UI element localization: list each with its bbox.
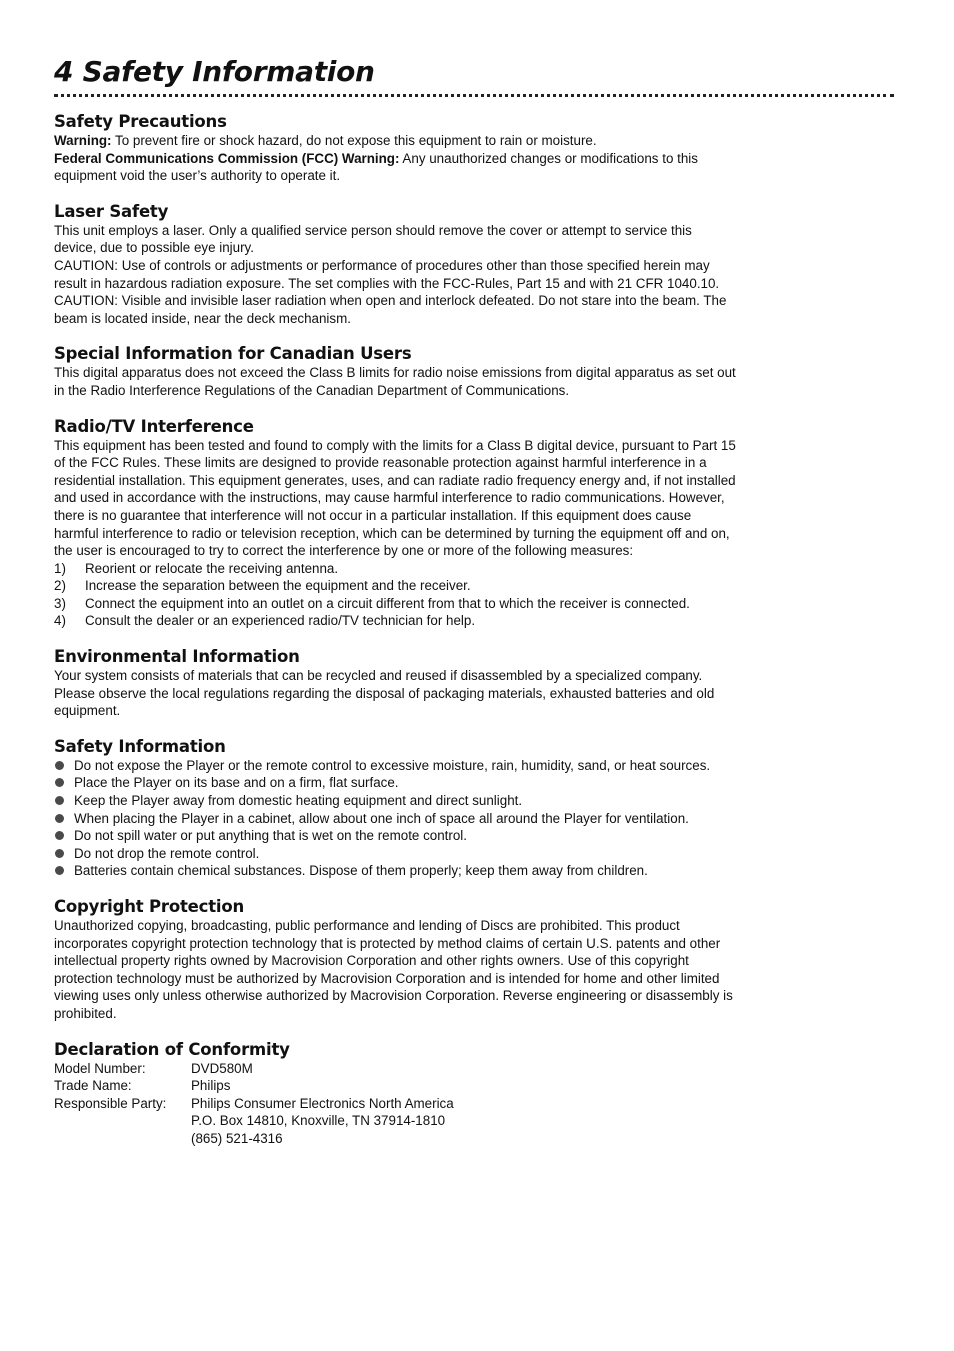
item-number: 3) bbox=[54, 595, 66, 611]
interference-paragraph: This equipment has been tested and found to comply with the limits for a Class B digital device, pursuant to Part 15 of the FCC Rules. These limits are designed to provide reasonable protection against harmful interference in a residential installation. This equipment generates, uses, and can radiate radio frequency energy and, if not installed and used in accordance with the instructions, may cause harmful interference to radio communications. However, there is no guarantee that interference will not occur in a particular installation. If this equipment does cause harmful interference to radio or television reception, which can be determined by turning the equipment off and on, the user is encouraged to try to correct the interference by one or more of the following measures: bbox=[54, 437, 736, 559]
dotted-divider bbox=[54, 94, 894, 97]
responsible-party-row bbox=[54, 1095, 736, 1148]
party-phone: (865) 521-4316 bbox=[191, 1130, 283, 1146]
responsible-party-label: Responsible Party: bbox=[54, 1095, 167, 1111]
laser-caution-1: CAUTION: Use of controls or adjustments or performance of procedures other than those specified herein may result in hazardous radiation exposure. The set complies with the FCC-Rules, Part 15 and with 21 CFR 1040.10. bbox=[54, 257, 720, 291]
section-heading: Radio/TV Interference bbox=[54, 416, 254, 436]
bullet-icon bbox=[55, 778, 64, 787]
item-text: When placing the Player in a cabinet, allow about one inch of space all around the Player for ventilation. bbox=[74, 810, 689, 826]
warning-label: Warning: bbox=[54, 133, 112, 148]
section-heading: Safety Precautions bbox=[54, 112, 227, 131]
model-number-row bbox=[54, 1060, 736, 1078]
party-name: Philips Consumer Electronics North America bbox=[191, 1095, 454, 1111]
canadian-paragraph: This digital apparatus does not exceed the Class B limits for radio noise emissions from digital apparatus as set out in the Radio Interference Regulations of the Canadian Department of Communications. bbox=[54, 365, 736, 398]
section-heading: Copyright Protection bbox=[54, 897, 245, 916]
section-heading: Laser Safety bbox=[54, 201, 169, 221]
item-number: 1) bbox=[54, 560, 66, 576]
fcc-warning-label: Federal Communications Commission (FCC) Warning: bbox=[54, 150, 400, 166]
section-heading: Special Information for Canadian Users bbox=[54, 344, 412, 364]
item-text: Batteries contain chemical substances. Dispose of them properly; keep them away from children. bbox=[74, 863, 648, 879]
trade-name-label: Trade Name: bbox=[54, 1078, 132, 1094]
item-text: Do not drop the remote control. bbox=[74, 845, 260, 861]
trade-name-value: Philips bbox=[191, 1078, 231, 1094]
list-item bbox=[54, 845, 736, 863]
bullet-icon bbox=[55, 761, 64, 770]
list-item bbox=[54, 792, 736, 810]
laser-caution-2: CAUTION: Visible and invisible laser radiation when open and interlock defeated. Do not stare into the beam. The beam is located inside, near the deck mechanism. bbox=[54, 293, 727, 326]
bullet-icon bbox=[55, 814, 64, 823]
model-number-label: Model Number: bbox=[54, 1060, 146, 1076]
document-body bbox=[54, 112, 736, 1165]
section-heading: Safety Information bbox=[54, 736, 226, 756]
list-item bbox=[54, 827, 736, 845]
item-text: Keep the Player away from domestic heating equipment and direct sunlight. bbox=[74, 793, 523, 809]
page-title: 4 Safety Information bbox=[54, 55, 375, 88]
laser-paragraph-1: This unit employs a laser. Only a qualified service person should remove the cover or attempt to service this device, due to possible eye injury. bbox=[54, 222, 692, 256]
section-declaration bbox=[54, 1040, 736, 1148]
section-heading: Environmental Information bbox=[54, 647, 300, 667]
item-number: 4) bbox=[54, 613, 66, 629]
item-number: 2) bbox=[54, 578, 66, 594]
list-item bbox=[54, 757, 736, 775]
section-safety-precautions bbox=[54, 112, 736, 185]
item-text: Place the Player on its base and on a firm, flat surface. bbox=[74, 775, 399, 791]
section-copyright bbox=[54, 897, 736, 1023]
section-safety-information bbox=[54, 737, 736, 880]
item-text: Consult the dealer or an experienced radio/TV technician for help. bbox=[85, 613, 476, 629]
list-item bbox=[54, 612, 736, 630]
interference-measures-list bbox=[54, 560, 736, 630]
safety-bullet-list bbox=[54, 757, 736, 880]
list-item bbox=[54, 577, 736, 595]
copyright-paragraph: Unauthorized copying, broadcasting, public performance and lending of Discs are prohibited. This product incorporates copyright protection technology that is protected by method claims of certain U.S. patents and other intellectual property rights owned by Macrovision Corporation and other rights owners. Use of this copyright protection technology must be authorized by Macrovision Corporation and is intended for home and other limited viewing uses only unless otherwise authorized by Macrovision Corporation. Reverse engineering or disassembly is prohibited. bbox=[54, 918, 733, 1021]
item-text: Reorient or relocate the receiving antenna. bbox=[85, 560, 339, 576]
fcc-warning-paragraph bbox=[54, 150, 736, 185]
list-item bbox=[54, 862, 736, 880]
item-text: Connect the equipment into an outlet on a circuit different from that to which the receiver is connected. bbox=[85, 595, 690, 611]
environmental-paragraph: Your system consists of materials that can be recycled and reused if disassembled by a specialized company. Please observe the local regulations regarding the disposal of packaging materials, exhausted batteries and old equipment. bbox=[54, 668, 715, 719]
fcc-warning-text: Any unauthorized changes or modifications to this equipment void the user’s authority to operate it. bbox=[54, 150, 698, 184]
warning-text: To prevent fire or shock hazard, do not expose this equipment to rain or moisture. bbox=[111, 133, 597, 148]
bullet-icon bbox=[55, 831, 64, 840]
list-item bbox=[54, 595, 736, 613]
list-item bbox=[54, 560, 736, 578]
bullet-icon bbox=[55, 796, 64, 805]
party-address: P.O. Box 14810, Knoxville, TN 37914-1810 bbox=[191, 1113, 446, 1129]
section-radio-tv-interference bbox=[54, 417, 736, 631]
bullet-icon bbox=[55, 866, 64, 875]
section-canadian-users bbox=[54, 344, 736, 399]
item-text: Do not expose the Player or the remote control to excessive moisture, rain, humidity, sand, or heat sources. bbox=[74, 757, 711, 773]
section-environmental bbox=[54, 647, 736, 720]
trade-name-row bbox=[54, 1077, 736, 1095]
section-heading: Declaration of Conformity bbox=[54, 1039, 290, 1059]
section-laser-safety bbox=[54, 202, 736, 328]
responsible-party-value bbox=[191, 1095, 736, 1148]
list-item bbox=[54, 774, 736, 792]
bullet-icon bbox=[55, 849, 64, 858]
page-header bbox=[54, 52, 896, 97]
list-item bbox=[54, 810, 736, 828]
item-text: Increase the separation between the equipment and the receiver. bbox=[85, 578, 471, 594]
item-text: Do not spill water or put anything that is wet on the remote control. bbox=[74, 828, 467, 844]
model-number-value: DVD580M bbox=[191, 1060, 253, 1076]
warning-paragraph bbox=[54, 132, 736, 150]
